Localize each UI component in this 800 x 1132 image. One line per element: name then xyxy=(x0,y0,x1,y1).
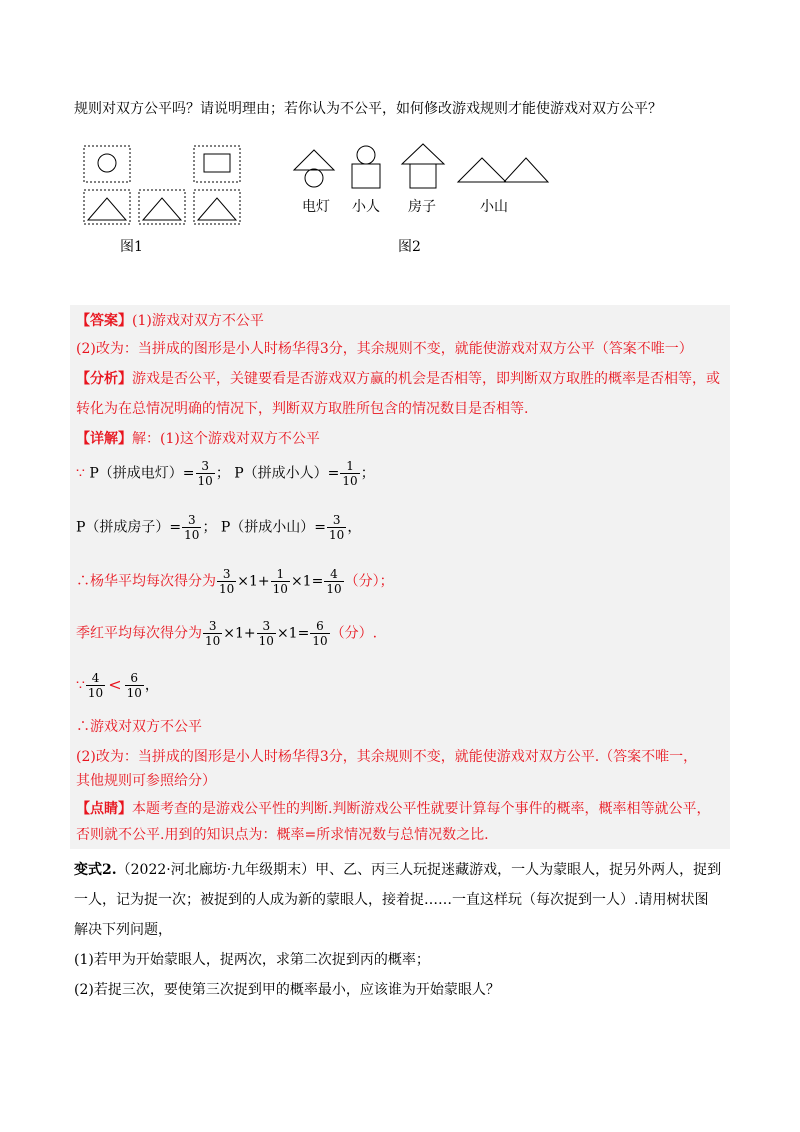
detail-2-line-2: 其他规则可参照给分） xyxy=(76,773,216,789)
analysis-line-2: 转化为在总情况明确的情况下，判断双方取胜所包含的情况数目是否相等. xyxy=(76,401,529,417)
frac-ji-result: $\frac{6}{10}$ xyxy=(312,619,328,648)
frac-yang-a: $\frac{3}{10}$ xyxy=(219,567,235,596)
comment-text-1: 本题考查的是游戏公平性的判断.判断游戏公平性就要计算每个事件的概率，概率相等就公平， xyxy=(132,801,711,817)
variant-text-1: （2022·河北廊坊·九年级期末）甲、乙、丙三人玩捉迷藏游戏，一人为蒙眼人，捉另外两人，捉到 xyxy=(116,862,722,878)
shape-label-house: 房子 xyxy=(408,199,436,215)
answer-line-2: (2)改为：当拼成的图形是小人时杨华得3分，其余规则不变，就能使游戏对双方公平（答案不唯一） xyxy=(76,341,693,357)
triangle-shape-1 xyxy=(88,198,126,220)
analysis-tag: 【分析】 xyxy=(76,371,132,387)
p-mountain-label: P（拼成小山）= xyxy=(220,519,327,536)
p-house-label: P（拼成房子）= xyxy=(76,519,182,536)
frac-house: $\frac{3}{10}$ xyxy=(184,513,200,542)
rectangle-shape xyxy=(204,154,230,172)
mountain-right xyxy=(504,158,548,182)
analysis-text-1: 游戏是否公平，关键要看是否游戏双方赢的机会是否相等，即判断双方取胜的概率是否相等，或 xyxy=(132,371,720,387)
p-person-label: P（拼成小人）= xyxy=(234,465,340,482)
house-roof xyxy=(402,144,444,164)
figure-1-label: 图1 xyxy=(120,239,143,255)
frac-lamp: $\frac{3}{10}$ xyxy=(197,459,213,488)
detail-text-1: 解：(1)这个游戏对双方不公平 xyxy=(132,431,320,447)
therefore-symbol-2: ∴ xyxy=(76,719,90,735)
less-than: < xyxy=(108,674,122,694)
detail-2-line-1: (2)改为：当拼成的图形是小人时杨华得3分，其余规则不变，就能使游戏对双方公平.（答案不唯一， xyxy=(76,749,698,765)
frac-compare-b: $\frac{6}{10}$ xyxy=(126,671,142,700)
shape-label-mountain: 小山 xyxy=(480,199,508,215)
variant-question-1: (1)若甲为开始蒙眼人，捉两次，求第二次捉到丙的概率； xyxy=(74,952,430,968)
house-body xyxy=(410,164,436,188)
analysis-line-1 xyxy=(76,369,720,389)
triangle-shape-3 xyxy=(198,198,236,220)
yang-text: 杨华平均每次得分为 xyxy=(90,573,216,590)
frac-yang-result: $\frac{4}{10}$ xyxy=(326,567,342,596)
detail-tag: 【详解】 xyxy=(76,431,132,447)
prob-line-2 xyxy=(76,513,361,542)
variant-line-1 xyxy=(74,860,721,880)
fen-1: （分）； xyxy=(344,573,394,590)
not-fair-text: 游戏对双方不公平 xyxy=(90,719,202,735)
card-circle xyxy=(84,146,130,182)
figure-2 xyxy=(290,142,550,192)
ji-score-line xyxy=(76,619,377,648)
question-text: 规则对双方公平吗？请说明理由；若你认为不公平，如何修改游戏规则才能使游戏对双方公平？ xyxy=(74,101,662,117)
frac-yang-b: $\frac{1}{10}$ xyxy=(272,567,288,596)
conclusion-line xyxy=(76,717,202,737)
frac-compare-a: $\frac{4}{10}$ xyxy=(87,671,104,700)
card-triangle-1 xyxy=(84,190,130,224)
comment-line-1 xyxy=(76,799,710,819)
variant-line-2: 一人，记为捉一次；被捉到的人成为新的蒙眼人，接着捉……一直这样玩（每次捉到一人）.请用树状图 xyxy=(74,892,709,908)
circle-shape xyxy=(98,154,116,172)
semicolon-2: ； xyxy=(360,465,375,482)
ji-text: 季红平均每次得分为 xyxy=(76,625,202,642)
yang-score-line xyxy=(76,567,394,596)
variant-question-2: (2)若捉三次，要使第三次捉到甲的概率最小，应该谁为开始蒙眼人？ xyxy=(74,982,500,998)
prob-line-1 xyxy=(76,459,375,488)
answer-line-1 xyxy=(76,311,264,331)
person-head xyxy=(357,146,375,164)
times-1: ×1+ xyxy=(237,573,270,590)
card-triangle-2 xyxy=(139,190,185,224)
times-eq-2: ×1= xyxy=(276,625,310,642)
comma-2: ， xyxy=(144,677,159,694)
fen-2: （分）. xyxy=(330,625,378,642)
therefore-symbol-1: ∴ xyxy=(76,573,90,590)
because-symbol-2: ∵ xyxy=(76,677,85,694)
answer-box xyxy=(70,305,730,849)
variant-label: 变式2. xyxy=(74,862,117,878)
compare-line xyxy=(76,671,159,700)
variant-line-3: 解决下列问题， xyxy=(74,922,172,938)
comment-tag: 【点睛】 xyxy=(76,801,132,817)
lamp-triangle xyxy=(294,150,334,170)
times-2: ×1+ xyxy=(223,625,256,642)
frac-ji-b: $\frac{3}{10}$ xyxy=(258,619,274,648)
card-rectangle xyxy=(194,146,240,182)
p-lamp-label: P（拼成电灯）= xyxy=(89,465,195,482)
figure-1 xyxy=(80,142,250,232)
semicolon-3: ； xyxy=(202,519,217,536)
person-body xyxy=(352,164,380,188)
frac-ji-a: $\frac{3}{10}$ xyxy=(205,619,221,648)
card-triangle-3 xyxy=(194,190,240,224)
lamp-circle xyxy=(305,169,323,187)
semicolon-1: ； xyxy=(215,465,230,482)
mountain-left xyxy=(458,158,506,182)
comma-1: ， xyxy=(347,519,362,536)
times-eq-1: ×1= xyxy=(290,573,324,590)
figure-2-label: 图2 xyxy=(398,239,421,255)
answer-tag: 【答案】 xyxy=(76,313,132,329)
triangle-shape-2 xyxy=(143,198,181,220)
comment-line-2: 否则就不公平.用到的知识点为：概率=所求情况数与总情况数之比. xyxy=(76,827,489,843)
frac-person: $\frac{1}{10}$ xyxy=(342,459,358,488)
shape-label-person: 小人 xyxy=(352,199,380,215)
answer-part-1: (1)游戏对双方不公平 xyxy=(132,313,264,329)
frac-mountain: $\frac{3}{10}$ xyxy=(329,513,345,542)
because-symbol: ∵ xyxy=(76,465,85,482)
detail-line-1 xyxy=(76,429,320,449)
shape-label-lamp: 电灯 xyxy=(302,199,330,215)
